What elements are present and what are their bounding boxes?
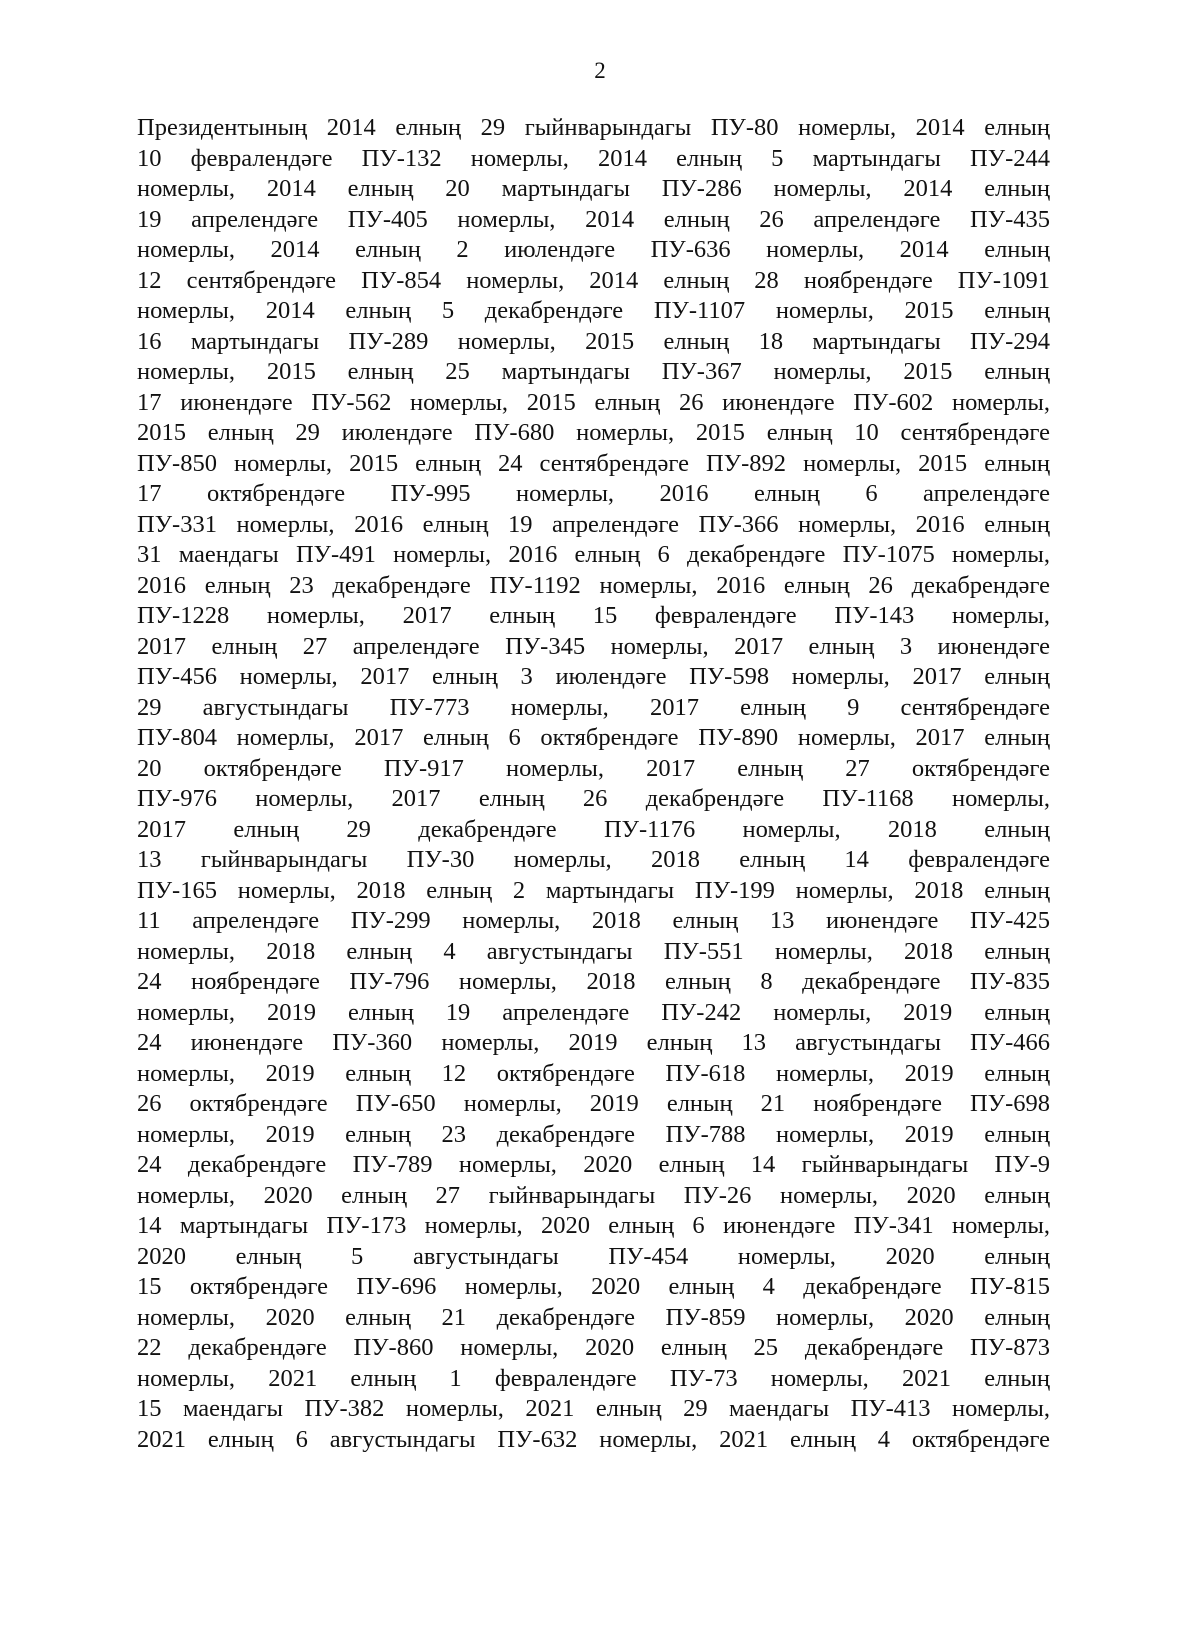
text-line: 26 октябрендәге ПУ-650 номерлы, 2019 елның 21 ноябрендәге ПУ-698	[137, 1090, 1050, 1117]
text-line: 16 мартындагы ПУ-289 номерлы, 2015 елның 18 мартындагы ПУ-294	[137, 327, 1050, 355]
text-line: номерлы, 2019 елның 12 октябрендәге ПУ-618 номерлы, 2019 елның	[137, 1059, 1050, 1087]
text-line: номерлы, 2015 елның 25 мартындагы ПУ-367 номерлы, 2015 елның	[137, 358, 1050, 385]
text-line: 2017 елның 27 апрелендәге ПУ-345 номерлы, 2017 елның 3 июнендәге	[137, 632, 1050, 660]
text-line: 31 маендагы ПУ-491 номерлы, 2016 елның 6 декабрендәге ПУ-1075 номерлы,	[137, 541, 1050, 568]
text-line: 11 апрелендәге ПУ-299 номерлы, 2018 елның 13 июнендәге ПУ-425	[137, 907, 1050, 934]
text-line: номерлы, 2020 елның 21 декабрендәге ПУ-859 номерлы, 2020 елның	[137, 1303, 1050, 1331]
text-line: ПУ-976 номерлы, 2017 елның 26 декабрендәге ПУ-1168 номерлы,	[137, 785, 1050, 812]
text-line: 24 июнендәге ПУ-360 номерлы, 2019 елның 13 августындагы ПУ-466	[137, 1029, 1050, 1056]
body-text	[137, 113, 1050, 1455]
text-line: 2020 елның 5 августындагы ПУ-454 номерлы, 2020 елның	[137, 1242, 1050, 1270]
text-line: номерлы, 2019 елның 23 декабрендәге ПУ-788 номерлы, 2019 елның	[137, 1120, 1050, 1148]
text-line: 29 августындагы ПУ-773 номерлы, 2017 елның 9 сентябрендәге	[137, 693, 1050, 721]
text-line: 14 мартындагы ПУ-173 номерлы, 2020 елның 6 июнендәге ПУ-341 номерлы,	[137, 1212, 1050, 1239]
text-line: 2021 елның 6 августындагы ПУ-632 номерлы, 2021 елның 4 октябрендәге	[137, 1425, 1050, 1453]
text-line: Президентының 2014 елның 29 гыйнварындагы ПУ-80 номерлы, 2014 елның	[137, 114, 1050, 141]
text-line: ПУ-850 номерлы, 2015 елның 24 сентябрендәге ПУ-892 номерлы, 2015 елның	[137, 449, 1050, 477]
text-line: 2017 елның 29 декабрендәге ПУ-1176 номерлы, 2018 елның	[137, 815, 1050, 843]
text-line: 17 октябрендәге ПУ-995 номерлы, 2016 елның 6 апрелендәге	[137, 480, 1050, 507]
text-line: номерлы, 2014 елның 2 июлендәге ПУ-636 номерлы, 2014 елның	[137, 236, 1050, 263]
text-line: номерлы, 2020 елның 27 гыйнварындагы ПУ-26 номерлы, 2020 елның	[137, 1181, 1050, 1209]
text-line: 15 маендагы ПУ-382 номерлы, 2021 елның 29 маендагы ПУ-413 номерлы,	[137, 1395, 1050, 1422]
text-line: 19 апрелендәге ПУ-405 номерлы, 2014 елның 26 апрелендәге ПУ-435	[137, 205, 1050, 233]
text-line: 17 июнендәге ПУ-562 номерлы, 2015 елның 26 июнендәге ПУ-602 номерлы,	[137, 388, 1050, 416]
page-number: 2	[594, 58, 606, 83]
text-line: номерлы, 2014 елның 5 декабрендәге ПУ-1107 номерлы, 2015 елның	[137, 297, 1050, 324]
text-line: ПУ-1228 номерлы, 2017 елның 15 февралендәге ПУ-143 номерлы,	[137, 602, 1050, 629]
text-line: ПУ-331 номерлы, 2016 елның 19 апрелендәге ПУ-366 номерлы, 2016 елның	[137, 510, 1050, 538]
text-line: номерлы, 2019 елның 19 апрелендәге ПУ-242 номерлы, 2019 елның	[137, 998, 1050, 1026]
text-line: 24 ноябрендәге ПУ-796 номерлы, 2018 елның 8 декабрендәге ПУ-835	[137, 968, 1050, 995]
text-line: 2015 елның 29 июлендәге ПУ-680 номерлы, 2015 елның 10 сентябрендәге	[137, 419, 1050, 446]
text-line: ПУ-456 номерлы, 2017 елның 3 июлендәге ПУ-598 номерлы, 2017 елның	[137, 663, 1050, 690]
text-line: 20 октябрендәге ПУ-917 номерлы, 2017 елның 27 октябрендәге	[137, 754, 1050, 782]
text-line: 10 февралендәге ПУ-132 номерлы, 2014 елның 5 мартындагы ПУ-244	[137, 144, 1050, 172]
text-line: ПУ-165 номерлы, 2018 елның 2 мартындагы ПУ-199 номерлы, 2018 елның	[137, 876, 1050, 904]
text-line: 12 сентябрендәге ПУ-854 номерлы, 2014 елның 28 ноябрендәге ПУ-1091	[137, 266, 1050, 294]
text-line: номерлы, 2014 елның 20 мартындагы ПУ-286 номерлы, 2014 елның	[137, 175, 1050, 202]
text-line: номерлы, 2021 елның 1 февралендәге ПУ-73 номерлы, 2021 елның	[137, 1364, 1050, 1392]
text-line: 13 гыйнварындагы ПУ-30 номерлы, 2018 елның 14 февралендәге	[137, 846, 1050, 873]
text-line: 2016 елның 23 декабрендәге ПУ-1192 номерлы, 2016 елның 26 декабрендәге	[137, 571, 1050, 599]
text-line: 22 декабрендәге ПУ-860 номерлы, 2020 елның 25 декабрендәге ПУ-873	[137, 1334, 1050, 1361]
text-line: ПУ-804 номерлы, 2017 елның 6 октябрендәге ПУ-890 номерлы, 2017 елның	[137, 724, 1050, 751]
text-line: 24 декабрендәге ПУ-789 номерлы, 2020 елның 14 гыйнварындагы ПУ-9	[137, 1151, 1050, 1178]
text-line: номерлы, 2018 елның 4 августындагы ПУ-551 номерлы, 2018 елның	[137, 937, 1050, 965]
text-line: 15 октябрендәге ПУ-696 номерлы, 2020 елның 4 декабрендәге ПУ-815	[137, 1273, 1050, 1300]
